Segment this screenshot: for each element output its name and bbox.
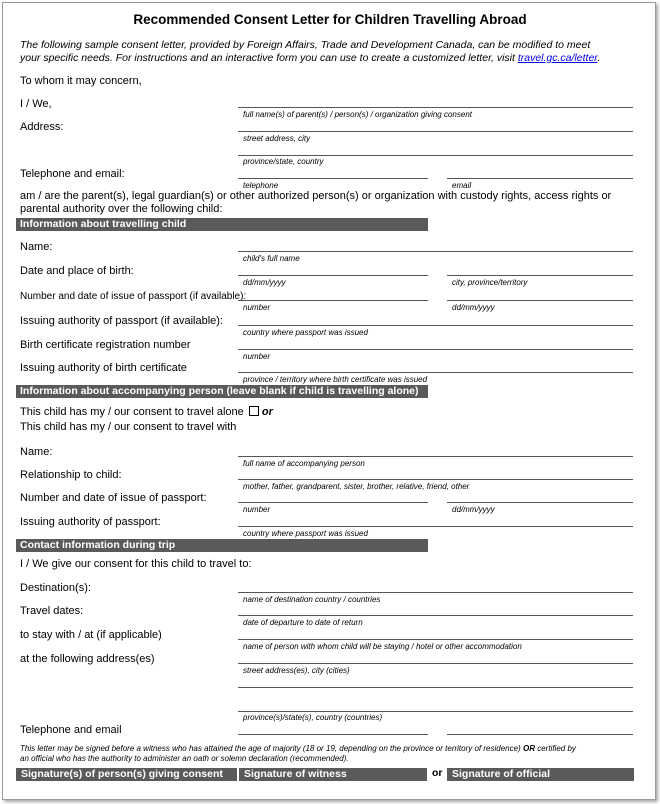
footer-line-1 [20, 744, 576, 753]
trip-telephone-label: Telephone and email [20, 724, 122, 736]
telephone-email-label: Telephone and email: [20, 168, 125, 180]
accompanying-issuing-line[interactable] [238, 526, 633, 527]
accompanying-passport-date-line[interactable] [447, 502, 633, 503]
child-birthplace-line[interactable] [447, 275, 633, 276]
destination-caption: name of destination country / countries [243, 595, 381, 604]
intro-line-2-text: your specific needs. For instructions and an interactive form you can use to create a customized letter, visit [20, 52, 515, 64]
child-name-caption: child's full name [243, 254, 300, 263]
birth-authority-line[interactable] [238, 372, 633, 373]
travel-with-text: This child has my / our consent to travel with [20, 421, 237, 433]
child-passport-date-line[interactable] [447, 300, 633, 301]
travel-dates-line[interactable] [238, 615, 633, 616]
signature-witness-field[interactable]: Signature of witness [239, 768, 427, 781]
birthcert-label: Birth certificate registration number [20, 339, 191, 351]
child-birthplace-caption: city, province/territory [452, 278, 528, 287]
parent-telephone-line[interactable] [238, 178, 428, 179]
accompanying-issuing-label: Issuing authority of passport: [20, 516, 161, 528]
child-dob-caption: dd/mm/yyyy [243, 278, 286, 287]
address-label: Address: [20, 121, 64, 133]
child-name-label: Name: [20, 241, 53, 253]
child-dob-line[interactable] [238, 275, 428, 276]
or-text: or [261, 406, 273, 418]
i-we-label: I / We, [20, 98, 52, 110]
parent-email-line[interactable] [447, 178, 633, 179]
child-name-line[interactable] [238, 251, 633, 252]
relationship-line[interactable] [238, 479, 633, 480]
statement-line-2: parental authority over the following child: [20, 203, 223, 215]
accompanying-passport-number-line[interactable] [238, 502, 428, 503]
parent-province-line[interactable] [238, 155, 633, 156]
intro-line-1: The following sample consent letter, provided by Foreign Affairs, Trade and Development Canada, can be modified to meet [20, 39, 591, 51]
intro-line-2 [20, 52, 600, 64]
trip-province-line[interactable] [238, 711, 633, 712]
footer-line-1-suffix: certified by [537, 744, 576, 753]
trip-address-label: at the following address(es) [20, 653, 155, 665]
birth-authority-label: Issuing authority of birth certificate [20, 362, 187, 374]
trip-street-caption: street address(es), city (cities) [243, 666, 350, 675]
accompanying-passport-number-caption: number [243, 505, 271, 514]
child-passport-number-caption: number [243, 303, 271, 312]
accompanying-section-header: Information about accompanying person (leave blank if child is travelling alone) [16, 385, 428, 398]
parent-street-line[interactable] [238, 131, 633, 132]
parent-name-caption: full name(s) of parent(s) / person(s) / organization giving consent [243, 110, 472, 119]
trip-province-caption: province(s)/state(s), country (countries) [243, 713, 383, 722]
destination-label: Destination(s): [20, 582, 91, 594]
birthcert-caption: number [243, 352, 271, 361]
child-issuing-caption: country where passport was issued [243, 328, 368, 337]
accompanying-name-line[interactable] [238, 456, 633, 457]
travel-alone-checkbox[interactable] [249, 406, 259, 416]
signature-or-text: or [432, 767, 443, 779]
footer-line-1-text: This letter may be signed before a witness who has attained the age of majority (18 or 19, depending on the province or territory of residence) [20, 744, 521, 753]
footer-or: OR [522, 744, 535, 753]
parent-email-caption: email [452, 181, 472, 190]
travel-alone-label: This child has my / our consent to travel alone [20, 406, 244, 418]
relationship-caption: mother, father, grandparent, sister, brother, relative, friend, other [243, 482, 470, 491]
accompanying-issuing-caption: country where passport was issued [243, 529, 368, 538]
contact-section-header: Contact information during trip [16, 539, 428, 552]
signature-official-field[interactable]: Signature of official [447, 768, 634, 781]
intro-period: . [597, 52, 601, 64]
travel-letter-link[interactable]: travel.gc.ca/letter [517, 52, 598, 64]
child-passport-label: Number and date of issue of passport (if available): [20, 291, 247, 302]
birthcert-line[interactable] [238, 349, 633, 350]
signature-persons-field[interactable]: Signature(s) of person(s) giving consent [16, 768, 237, 781]
birth-authority-caption: province / territory where birth certificate was issued [243, 375, 428, 384]
parent-street-caption: street address, city [243, 134, 311, 143]
accompanying-name-caption: full name of accompanying person [243, 459, 365, 468]
relationship-label: Relationship to child: [20, 469, 122, 481]
stay-with-line[interactable] [238, 639, 633, 640]
statement-line-1: am / are the parent(s), legal guardian(s) or other authorized person(s) or organization with custody rights, access rights or [20, 190, 612, 202]
parent-province-caption: province/state, country [243, 157, 324, 166]
birth-label: Date and place of birth: [20, 265, 134, 277]
footer-line-2: an official who has the authority to administer an oath or solemn declaration (recommended). [20, 754, 349, 763]
document-frame [2, 2, 656, 800]
stay-with-caption: name of person with whom child will be staying / hotel or other accommodation [243, 642, 522, 651]
travel-dates-label: Travel dates: [20, 605, 84, 617]
child-passport-number-line[interactable] [238, 300, 428, 301]
child-section-header: Information about travelling child [16, 218, 428, 231]
parent-name-line[interactable] [238, 107, 633, 108]
parent-telephone-caption: telephone [243, 181, 279, 190]
accompanying-passport-label: Number and date of issue of passport: [20, 492, 207, 504]
stay-with-label: to stay with / at (if applicable) [20, 629, 162, 641]
trip-street-line[interactable] [238, 663, 633, 664]
document-title: Recommended Consent Letter for Children Travelling Abroad [133, 12, 527, 27]
trip-telephone-line[interactable] [238, 734, 428, 735]
child-passport-date-caption: dd/mm/yyyy [452, 303, 495, 312]
travel-alone-text [20, 406, 273, 418]
accompanying-name-label: Name: [20, 446, 53, 458]
child-issuing-label: Issuing authority of passport (if available): [20, 315, 223, 327]
child-issuing-line[interactable] [238, 325, 633, 326]
consent-destination-text: I / We give our consent for this child to travel to: [20, 558, 252, 570]
trip-address-extra-line[interactable] [238, 687, 633, 688]
salutation: To whom it may concern, [20, 75, 142, 87]
destination-line[interactable] [238, 592, 633, 593]
accompanying-passport-date-caption: dd/mm/yyyy [452, 505, 495, 514]
travel-dates-caption: date of departure to date of return [243, 618, 363, 627]
trip-email-line[interactable] [447, 734, 633, 735]
